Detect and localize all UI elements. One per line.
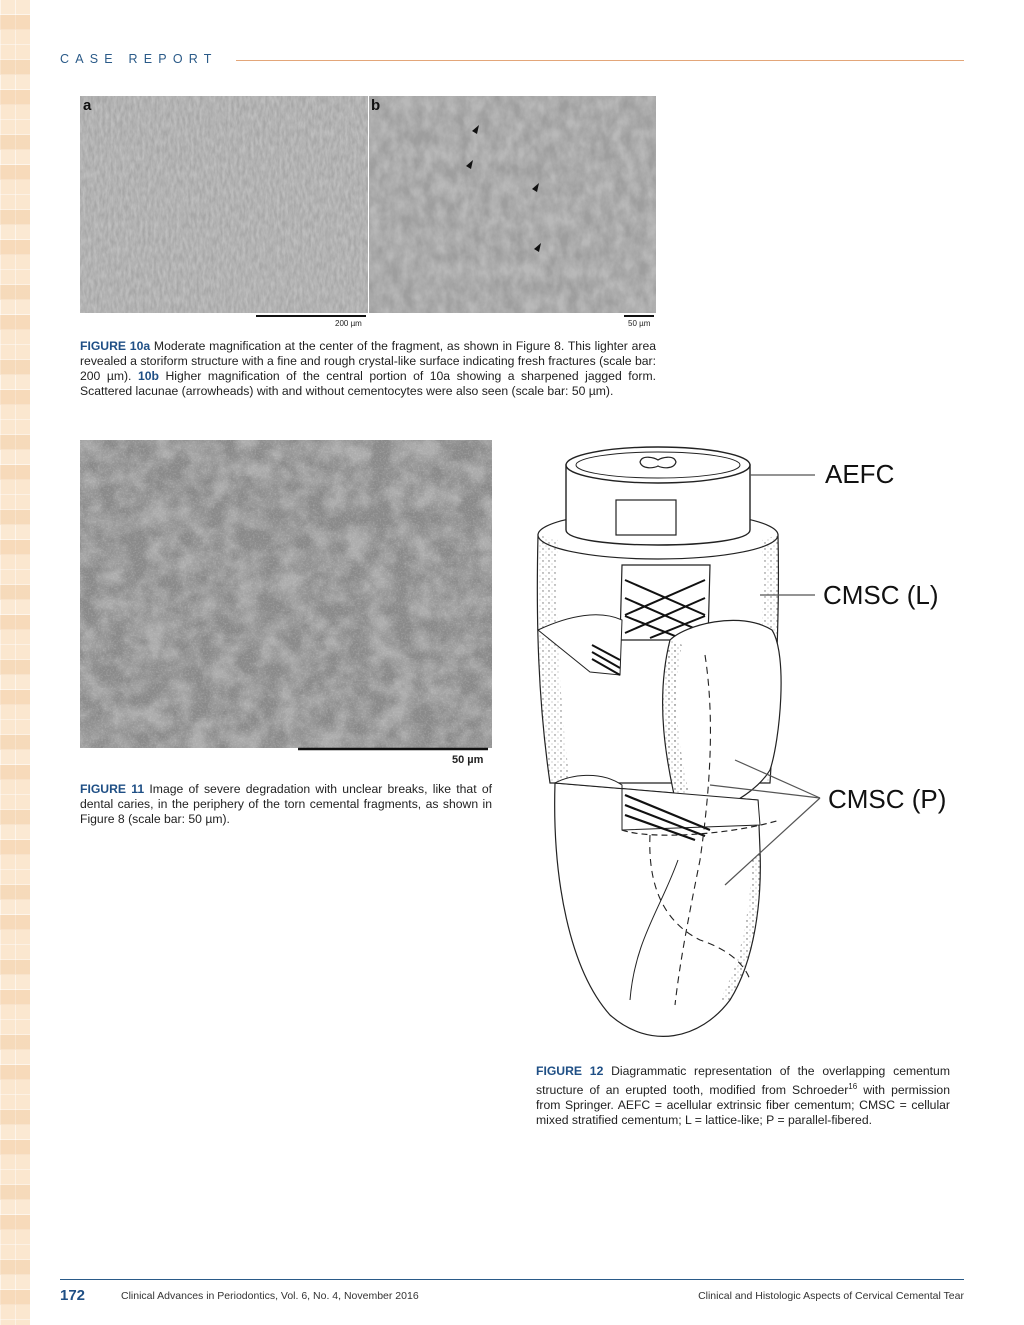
panel-a-texture <box>80 96 368 313</box>
figure-10-svg <box>80 96 656 332</box>
figure-12-caption-text-1: Diagrammatic representation of the overlapping cementum structure of an erupted tooth, modified from Schroeder <box>536 1064 950 1098</box>
figure-10b-tag: 10b <box>137 369 159 383</box>
footer-rule <box>60 1279 964 1280</box>
panel-a-letter: a <box>83 97 92 114</box>
scale-label-a: 200 µm <box>335 319 362 328</box>
label-cmsc-l: CMSC (L) <box>823 580 939 610</box>
section-label: CASE REPORT <box>60 52 218 66</box>
figure-12-svg <box>530 440 970 1045</box>
figure-12-diagram <box>530 440 970 1045</box>
figure-10-image <box>80 96 656 332</box>
decorative-side-strip <box>0 0 30 1325</box>
footer-article-title: Clinical and Histologic Aspects of Cervical Cemental Tear <box>698 1290 964 1302</box>
figure-12-caption <box>536 1064 950 1128</box>
footer-journal: Clinical Advances in Periodontics, Vol. 6, No. 4, November 2016 <box>121 1290 419 1302</box>
figure-10-caption-text-1: Moderate magnification at the center of the fragment, as shown in Figure 8. This lighter area revealed a storiform structure with a fine and rough crystal-like surface indicating fresh fractures (scale bar: 200 µm). <box>80 339 657 383</box>
panel-b-letter: b <box>371 97 381 114</box>
figure-11-grain <box>80 440 492 748</box>
header-rule <box>236 60 964 61</box>
figure-11-caption <box>80 782 492 827</box>
scale-label-b: 50 µm <box>628 319 651 328</box>
label-cmsc-p: CMSC (P) <box>828 784 947 814</box>
figure-10-caption <box>80 339 656 399</box>
panel-b-texture <box>369 96 656 313</box>
figure-12-tag: FIGURE 12 <box>536 1064 604 1078</box>
figure-11-image <box>80 440 492 772</box>
figure-11-tag: FIGURE 11 <box>80 782 145 796</box>
page-number: 172 <box>60 1287 86 1304</box>
figure-12-caption-text-2: with permission from Springer. AEFC = acellular extrinsic fiber cementum; CMSC = cellular mixed stratified cementum; L = lattice-like; P = parallel-fibered. <box>536 1083 950 1128</box>
figure-11-caption-text: Image of severe degradation with unclear breaks, like that of dental caries, in the periphery of the torn cemental fragments, as shown in Figure 8 (scale bar: 50 µm). <box>80 782 492 826</box>
label-aefc: AEFC <box>825 459 895 489</box>
figure-11-scale-strip <box>80 748 492 772</box>
figure-11-scale-label: 50 µm <box>452 754 484 766</box>
figure-11-svg <box>80 440 492 772</box>
scale-strip <box>80 313 656 332</box>
figure-12-reference: 16 <box>848 1082 858 1091</box>
figure-10-caption-text-2: Higher magnification of the central portion of 10a showing a sharpened jagged form. Scattered lacunae (arrowheads) with and without cementocytes were also seen (scale bar: 50 µm). <box>80 369 656 398</box>
figure-10a-tag: FIGURE 10a <box>80 339 151 353</box>
